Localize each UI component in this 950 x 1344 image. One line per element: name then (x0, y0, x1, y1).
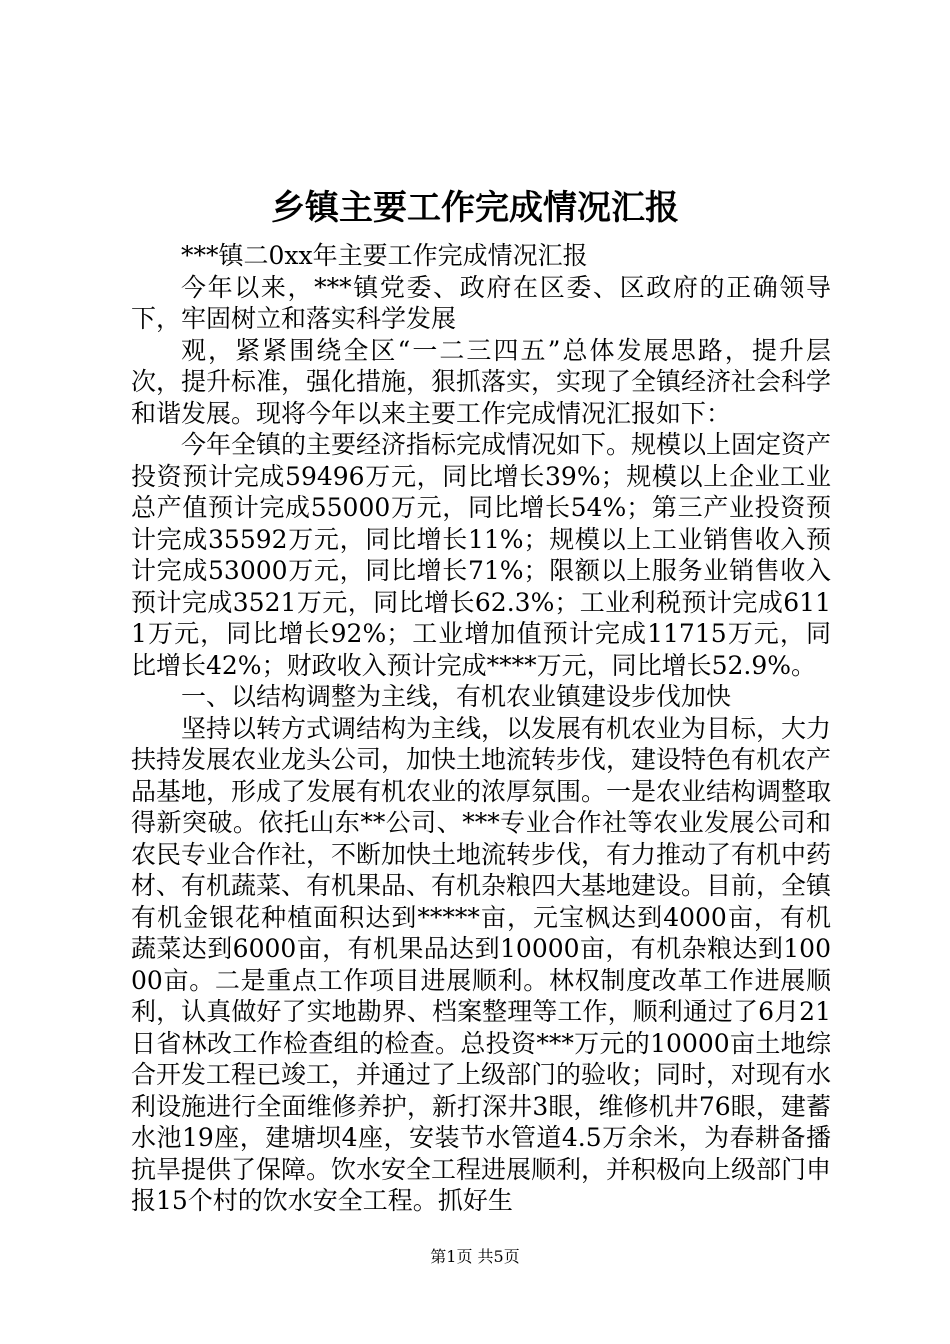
paragraph-subtitle: ***镇二0xx年主要工作完成情况汇报 (181, 241, 588, 270)
page-footer: 第1页 共5页 (430, 1247, 520, 1266)
section-heading-1: 一、以结构调整为主线，有机农业镇建设步伐加快 (181, 682, 732, 711)
paragraph-intro-continued: 观，紧紧围绕全区“一二三四五”总体发展思路，提升层次，提升标准，强化措施，狠抓落实，实现了全镇经济社会科学和谐发展。现将今年以来主要工作完成情况汇报如下： (131, 335, 832, 428)
document-title: 乡镇主要工作完成情况汇报 (271, 188, 679, 228)
paragraph-intro: 今年以来，***镇党委、政府在区委、区政府的正确领导下，牢固树立和落实科学发展 (131, 272, 831, 333)
document-body (131, 240, 831, 1217)
paragraph-agriculture: 坚持以转方式调结构为主线，以发展有机农业为目标，大力扶持发展农业龙头公司，加快土地流转步伐，建设特色有机农产品基地，形成了发展有机农业的浓厚氛围。一是农业结构调整取得新突破。依托山东**公司、***专业合作社等农业发展公司和农民专业合作社，不断加快土地流转步伐，有力推动了有机中药材、有机蔬菜、有机果品、有机杂粮四大基地建设。目前，全镇有机金银花种植面积达到*****亩，元宝枫达到4000亩，有机蔬菜达到6000亩，有机果品达到10000亩，有机杂粮达到10000亩。二是重点工作项目进展顺利。林权制度改革工作进展顺利，认真做好了实地勘界、档案整理等工作，顺利通过了6月21日省林改工作检查组的检查。总投资***万元的10000亩土地综合开发工程已竣工，并通过了上级部门的验收；同时，对现有水利设施进行全面维修养护，新打深井3眼，维修机井76眼，建蓄水池19座，建塘坝4座，安装节水管道4.5万余米，为春耕备播抗旱提供了保障。饮水安全工程进展顺利，并积极向上级部门申报15个村的饮水安全工程。抓好生 (131, 713, 832, 1215)
paragraph-economic-indicators: 今年全镇的主要经济指标完成情况如下。规模以上固定资产投资预计完成59496万元，同比增长39%；规模以上企业工业总产值预计完成55000万元，同比增长54%；第三产业投资预计完成35592万元，同比增长11%；规模以上工业销售收入预计完成53000万元，同比增长71%；限额以上服务业销售收入预计完成3521万元，同比增长62.3%；工业利税预计完成6111万元，同比增长92%；工业增加值预计完成11715万元，同比增长42%；财政收入预计完成****万元，同比增长52.9%。 (131, 430, 832, 680)
